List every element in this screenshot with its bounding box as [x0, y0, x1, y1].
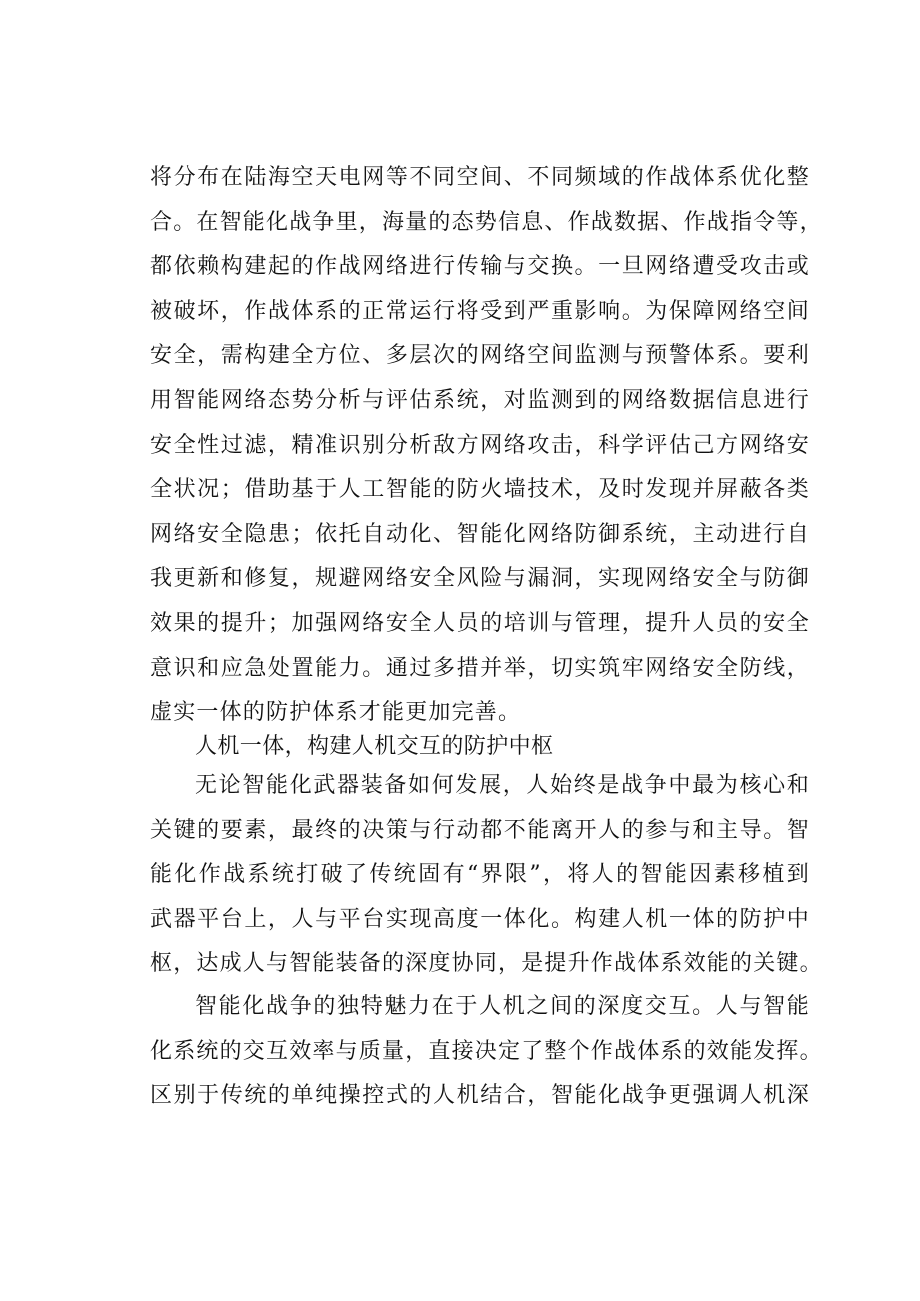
- paragraph-network-security: [150, 156, 823, 736]
- paragraph-line: 智能化战争的独特魅力在于人机之间的深度交互。人与智能: [195, 994, 810, 1019]
- paragraph-line: 意识和应急处置能力。通过多措并举，切实筑牢网络安全防线，: [150, 655, 810, 681]
- paragraph-line: 网络安全隐患；依托自动化、智能化网络防御系统，主动进行自: [150, 521, 810, 547]
- paragraph-line: 武器平台上，人与平台实现高度一体化。构建人机一体的防护中: [150, 906, 810, 932]
- paragraph-human-machine: [150, 764, 823, 987]
- paragraph-line: 用智能网络态势分析与评估系统，对监测到的网络数据信息进行: [150, 387, 810, 413]
- paragraph-line: 虚实一体的防护体系才能更加完善。: [150, 700, 522, 726]
- paragraph-line: 能化作战系统打破了传统固有“界限”，将人的智能因素移植到: [150, 862, 810, 888]
- paragraph-line: 枢，达成人与智能装备的深度协同，是提升作战体系效能的关键。: [150, 951, 823, 977]
- paragraph-line: 被破坏，作战体系的正常运行将受到严重影响。为保障网络空间: [150, 298, 810, 324]
- paragraph-line: 化系统的交互效率与质量，直接决定了整个作战体系的效能发挥。: [150, 1038, 823, 1064]
- paragraph-line: 效果的提升；加强网络安全人员的培训与管理，提升人员的安全: [150, 610, 810, 636]
- paragraph-line: 安全性过滤，精准识别分析敌方网络攻击，科学评估己方网络安: [150, 432, 810, 458]
- paragraph-line: 区别于传统的单纯操控式的人机结合，智能化战争更强调人机深: [150, 1083, 810, 1109]
- paragraph-line: 合。在智能化战争里，海量的态势信息、作战数据、作战指令等，: [150, 209, 823, 235]
- paragraph-line: 无论智能化武器装备如何发展，人始终是战争中最为核心和: [195, 773, 810, 798]
- paragraph-interaction: [150, 985, 823, 1119]
- section-heading: 人机一体，构建人机交互的防护中枢: [195, 734, 554, 759]
- paragraph-line: 全状况；借助基于人工智能的防火墙技术，及时发现并屏蔽各类: [150, 477, 810, 503]
- paragraph-line: 都依赖构建起的作战网络进行传输与交换。一旦网络遭受攻击或: [150, 254, 810, 280]
- paragraph-line: 我更新和修复，规避网络安全风险与漏洞，实现网络安全与防御: [150, 566, 810, 592]
- paragraph-line: 将分布在陆海空天电网等不同空间、不同频域的作战体系优化整: [150, 165, 810, 190]
- paragraph-line: 安全，需构建全方位、多层次的网络空间监测与预警体系。要利: [150, 343, 810, 369]
- paragraph-line: 关键的要素，最终的决策与行动都不能离开人的参与和主导。智: [150, 817, 810, 843]
